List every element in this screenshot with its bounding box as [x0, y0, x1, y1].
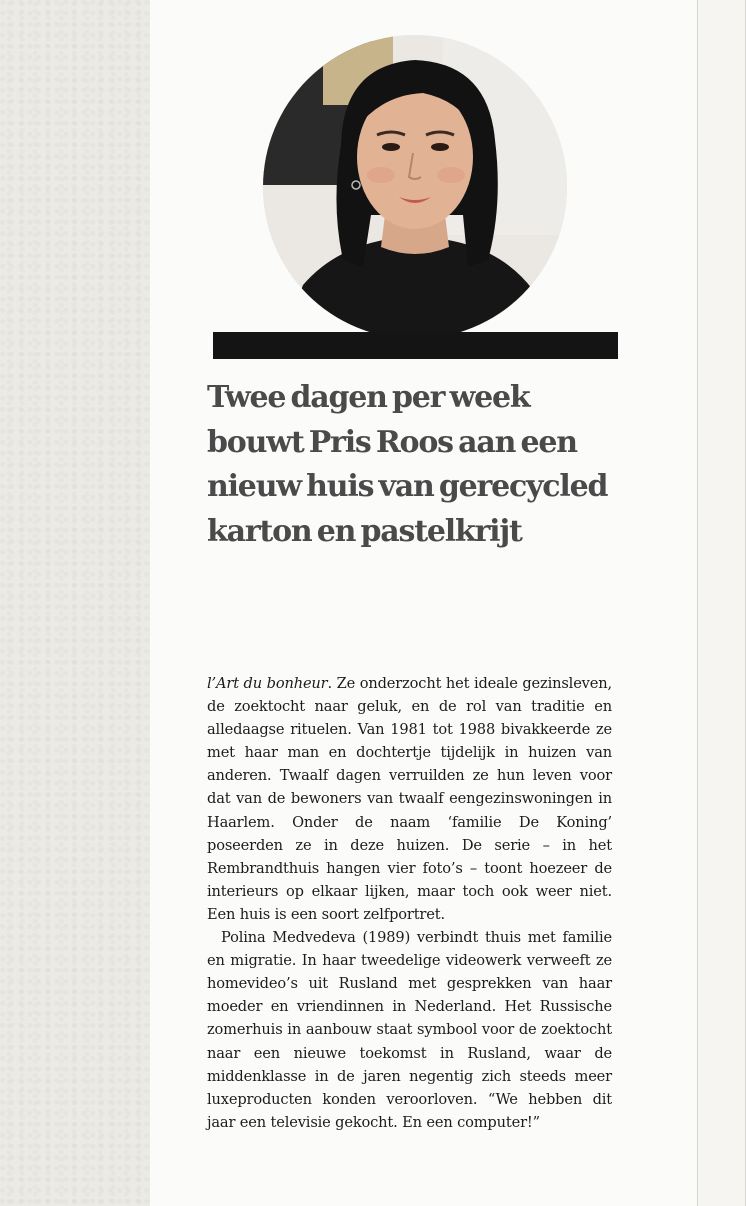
- article-headline: Twee dagen per week bouwt Pris Roos aan een nieuw huis van gerecycled karton en pastelkrijt: [207, 380, 608, 549]
- portrait-photo: [263, 35, 567, 339]
- body-paragraph-1: [207, 672, 612, 926]
- artwork-title: l’Art du bonheur: [207, 675, 328, 692]
- page-edge-right: [697, 0, 746, 1206]
- paper-background-left: [0, 0, 150, 1206]
- header-bar: [213, 332, 618, 359]
- paragraph-1-text: . Ze onderzocht het ideale gezinsleven, de zoektocht naar geluk, en de rol van traditie en alledaagse rituelen. Van 1981 tot 1988 bivakkeerde ze met haar man en dochtertje tijdelijk in huizen van anderen. Twaalf dagen verruilden ze hun leven voor dat van de bewoners van twaalf eengezinswoningen in Haarlem. Onder de naam ‘familie De Koning’ poseerden ze in deze huizen. De serie – in het Rembrandthuis hangen vier foto’s – toont hoezeer de interieurs op elkaar lijken, maar toch ook weer niet. Een huis is een soort zelfportret.: [207, 675, 612, 923]
- article-body: [207, 672, 612, 1134]
- body-paragraph-2: Polina Medvedeva (1989) verbindt thuis met familie en migratie. In haar tweedelige videowerk verweeft ze homevideo’s uit Rusland met gesprekken van haar moeder en vriendinnen in Nederland. Het Russische zomerhuis in aanbouw staat symbool voor de zoektocht naar een nieuwe toekomst in Rusland, waar de middenklasse in de jaren negentig zich steeds meer luxeproducten konden veroorloven. “We hebben dit jaar een televisie gekocht. En een computer!”: [207, 929, 612, 1131]
